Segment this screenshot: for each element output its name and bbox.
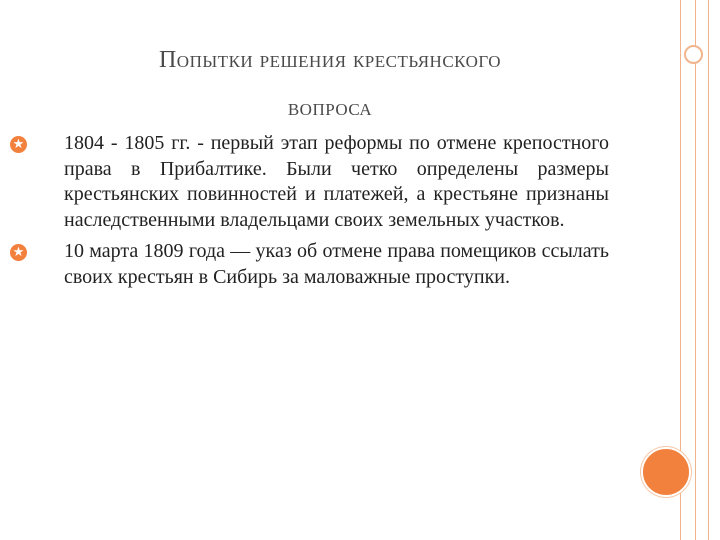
bullet-item-2 [12, 239, 609, 290]
star-icon: ★ [10, 244, 27, 261]
slide-title [0, 36, 660, 132]
decorative-circle-bottom [641, 447, 691, 497]
slide-title-line2: вопроса [287, 95, 373, 121]
slide-title-line1: Попытки решения крестьянского [158, 47, 502, 73]
decorative-rail-right [708, 0, 709, 540]
star-icon: ★ [10, 136, 27, 153]
slide-content [12, 131, 609, 297]
bullet-item-1 [12, 131, 609, 233]
bullet-text-1: 1804 - 1805 гг. - первый этап реформы по отмене крепостного права в Прибалтике. Были четко определены размеры крестьянских повинностей и платежей, а крестьяне признаны наследственными владельцами своих земельных участков. [64, 132, 609, 231]
decorative-rail-middle [695, 0, 696, 540]
decorative-circle-top [684, 45, 703, 64]
bullet-text-2: 10 марта 1809 года — указ об отмене права помещиков ссылать своих крестьян в Сибирь за маловажные проступки. [64, 240, 609, 288]
